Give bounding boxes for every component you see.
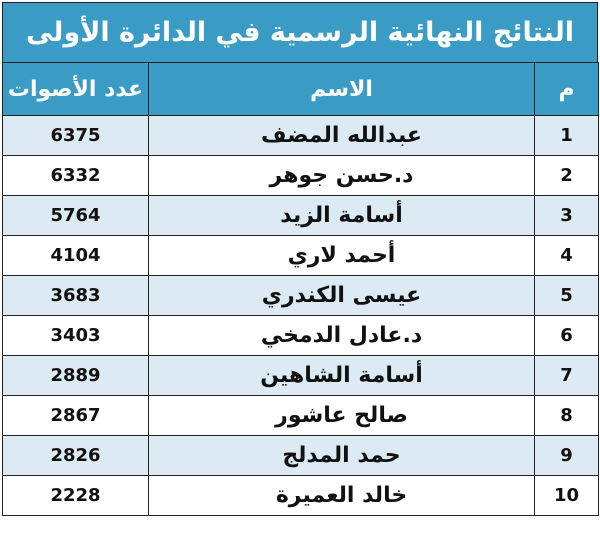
table-row — [3, 156, 599, 196]
table-row — [3, 116, 599, 156]
name-cell: خالد العميرة — [149, 476, 535, 516]
table-row — [3, 196, 599, 236]
votes-cell: 2826 — [3, 436, 149, 476]
votes-cell: 2228 — [3, 476, 149, 516]
name-cell: أسامة الشاهين — [149, 356, 535, 396]
table-row — [3, 316, 599, 356]
name-cell: عيسى الكندري — [149, 276, 535, 316]
votes-cell: 5764 — [3, 196, 149, 236]
votes-cell: 3403 — [3, 316, 149, 356]
votes-cell: 3683 — [3, 276, 149, 316]
table-row — [3, 356, 599, 396]
votes-cell: 2867 — [3, 396, 149, 436]
results-document — [2, 2, 598, 539]
page-title: النتائج النهائية الرسمية في الدائرة الأولى — [2, 2, 598, 62]
num-cell: 2 — [535, 156, 599, 196]
table-row — [3, 236, 599, 276]
table-header-row — [3, 63, 599, 116]
name-cell: صالح عاشور — [149, 396, 535, 436]
name-cell: د.حسن جوهر — [149, 156, 535, 196]
num-cell: 10 — [535, 476, 599, 516]
votes-cell: 6332 — [3, 156, 149, 196]
name-cell: عبدالله المضف — [149, 116, 535, 156]
num-cell: 9 — [535, 436, 599, 476]
header-votes: عدد الأصوات — [3, 63, 149, 116]
header-num: م — [535, 63, 599, 116]
name-cell: أسامة الزيد — [149, 196, 535, 236]
votes-cell: 2889 — [3, 356, 149, 396]
table-row — [3, 396, 599, 436]
header-name: الاسم — [149, 63, 535, 116]
results-table — [2, 62, 599, 516]
num-cell: 6 — [535, 316, 599, 356]
table-row — [3, 436, 599, 476]
table-row — [3, 276, 599, 316]
num-cell: 4 — [535, 236, 599, 276]
num-cell: 5 — [535, 276, 599, 316]
table-row — [3, 476, 599, 516]
votes-cell: 6375 — [3, 116, 149, 156]
name-cell: د.عادل الدمخي — [149, 316, 535, 356]
num-cell: 3 — [535, 196, 599, 236]
votes-cell: 4104 — [3, 236, 149, 276]
num-cell: 1 — [535, 116, 599, 156]
num-cell: 7 — [535, 356, 599, 396]
num-cell: 8 — [535, 396, 599, 436]
name-cell: أحمد لاري — [149, 236, 535, 276]
name-cell: حمد المدلج — [149, 436, 535, 476]
